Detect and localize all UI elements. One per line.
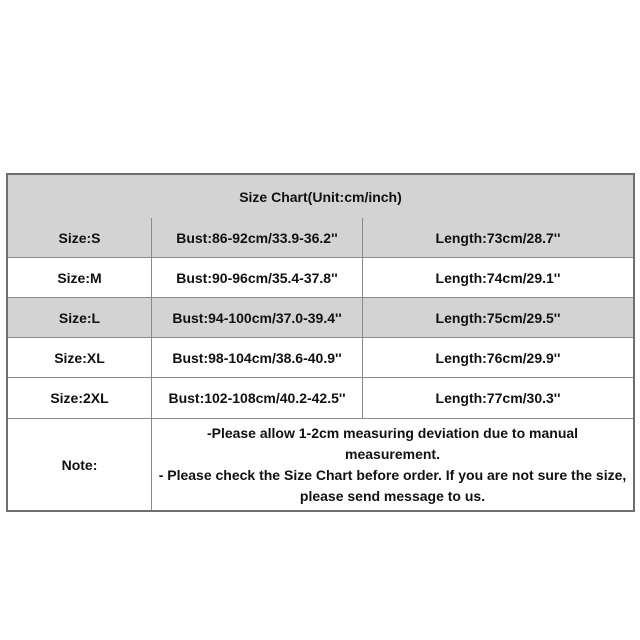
table-row-2xl <box>8 378 633 419</box>
table-row-l <box>8 298 633 338</box>
bust-cell: Bust:102-108cm/40.2-42.5'' <box>152 378 363 418</box>
table-row-xl <box>8 338 633 378</box>
length-cell: Length:73cm/28.7'' <box>435 229 561 246</box>
bust-cell: Bust:86-92cm/33.9-36.2'' <box>152 218 363 257</box>
size-cell: Size:M <box>8 258 152 297</box>
size-cell: Size:2XL <box>8 378 152 418</box>
note-line: please send message to us. <box>299 487 486 504</box>
size-chart-table <box>6 173 635 512</box>
bust-cell: Bust:90-96cm/35.4-37.8'' <box>152 258 363 297</box>
bust-cell: Bust:94-100cm/37.0-39.4'' <box>152 298 363 337</box>
bust-cell: Bust:98-104cm/38.6-40.9'' <box>152 338 363 377</box>
length-cell: Length:75cm/29.5'' <box>435 309 561 326</box>
length-cell: Length:76cm/29.9'' <box>435 349 561 366</box>
note-line: - Please check the Size Chart before order. If you are not sure the size, <box>158 466 627 483</box>
table-row-m <box>8 258 633 298</box>
note-line: -Please allow 1-2cm measuring deviation due to manual measurement. <box>206 424 579 462</box>
size-chart-title: Size Chart(Unit:cm/inch) <box>8 175 633 219</box>
size-cell: Size:XL <box>8 338 152 377</box>
table-row-s <box>8 218 633 258</box>
note-label: Note: <box>8 419 152 510</box>
note-row <box>8 419 633 510</box>
size-cell: Size:S <box>8 218 152 257</box>
size-cell: Size:L <box>8 298 152 337</box>
length-cell: Length:74cm/29.1'' <box>435 269 561 286</box>
note-body <box>152 419 633 510</box>
length-cell: Length:77cm/30.3'' <box>435 390 561 406</box>
